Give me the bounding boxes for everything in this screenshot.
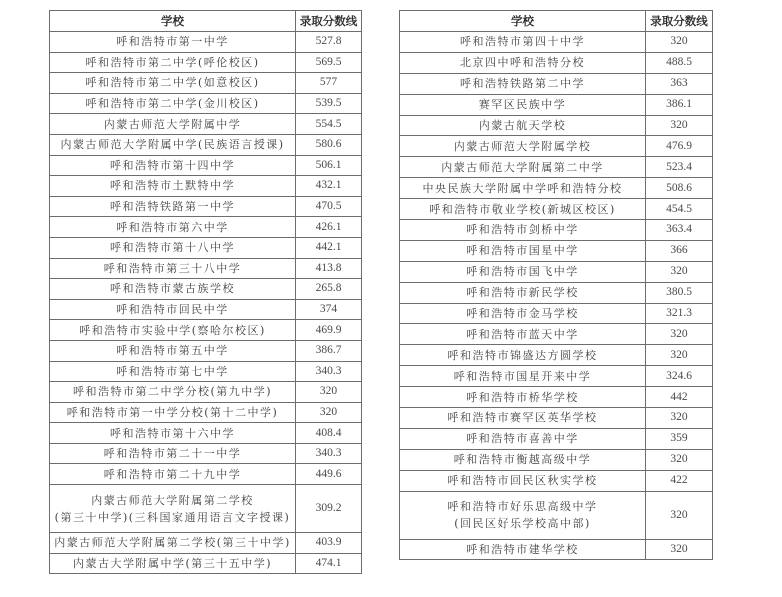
table-row [400,539,713,560]
score-cell: 488.5 [646,52,713,73]
school-name-cell [50,155,296,176]
school-name: 呼和浩特市第十四中学 [110,158,235,172]
table-header-row [400,11,713,32]
table-row [400,115,713,136]
school-name-cell [50,464,296,485]
table-row [400,136,713,157]
score-cell: 386.1 [646,94,713,115]
school-name: 北京四中呼和浩特分校 [460,56,585,70]
score-cell: 321.3 [646,303,713,324]
school-name-cell [50,402,296,423]
table-row [400,387,713,408]
school-name-cell [400,220,646,241]
school-name: 呼和浩特市第四十中学 [460,35,585,49]
table-row [50,176,362,197]
score-cell: 403.9 [296,533,362,554]
table-row [400,261,713,282]
table-row [400,282,713,303]
school-name-cell [400,345,646,366]
table-row [50,114,362,135]
school-name: 呼和浩特市锦盛达方圆学校 [447,348,598,362]
score-cell: 470.5 [296,196,362,217]
school-name-cell [50,279,296,300]
table-row [400,240,713,261]
school-name: 呼和浩特市赛罕区英华学校 [447,411,598,425]
table-row [50,443,362,464]
school-name-cell [50,52,296,73]
school-name: 呼和浩特市新民学校 [466,286,579,300]
school-name-cell [400,324,646,345]
score-cell: 320 [646,115,713,136]
school-name: 呼和浩特市建华学校 [466,543,579,557]
school-name: 内蒙古大学附属中学(第三十五中学) [72,556,273,570]
school-name-cell [50,134,296,155]
table-row [50,155,362,176]
score-cell: 442.1 [296,237,362,258]
table-row [50,217,362,238]
school-name: 内蒙古航天学校 [478,119,567,132]
score-cell: 324.6 [646,366,713,387]
left-score-table [49,10,362,574]
school-name-cell [400,73,646,94]
table-row [50,237,362,258]
table-row [50,196,362,217]
school-name: 呼和浩特市第二中学(呼伦校区) [85,55,260,69]
school-name-cell [50,553,296,574]
school-name-cell [50,340,296,361]
school-name: 呼和浩特市第一中学 [116,35,229,49]
school-name: 呼和浩特市国星中学 [466,244,579,258]
school-name-cell [50,423,296,444]
score-cell: 366 [646,240,713,261]
table-row [50,533,362,554]
school-name-cell [50,299,296,320]
school-name-cell [50,32,296,53]
score-cell: 469.9 [296,320,362,341]
table-row [50,464,362,485]
school-name-cell [50,382,296,403]
school-name: 内蒙古师范大学附属中学(民族语言授课) [60,138,285,152]
table-row [400,178,713,199]
school-name: 呼和浩特铁路第一中学 [110,200,235,214]
table-row [400,52,713,73]
school-name: 呼和浩特市国星开来中学 [453,369,592,383]
header-score: 录取分数线 [296,11,362,32]
school-name: 内蒙古师范大学附属第二学校(第三十中学) [54,536,291,550]
score-cell: 580.6 [296,134,362,155]
score-cell: 569.5 [296,52,362,73]
score-cell: 476.9 [646,136,713,157]
school-name: 呼和浩特市好乐思高级中学 [447,500,598,514]
table-row [400,94,713,115]
school-name: 呼和浩特市剑桥中学 [466,223,579,237]
header-school: 学校 [400,11,646,32]
school-name-cell [50,258,296,279]
score-cell: 340.3 [296,361,362,382]
school-name: 呼和浩特市第六中学 [116,220,229,234]
school-name: 呼和浩特铁路第二中学 [460,77,585,91]
table-row [400,303,713,324]
score-cell: 454.5 [646,199,713,220]
table-row [50,340,362,361]
score-cell: 340.3 [296,443,362,464]
school-name-cell [50,320,296,341]
score-cell: 527.8 [296,32,362,53]
school-name: 呼和浩特市喜善中学 [466,432,579,446]
score-cell: 363 [646,73,713,94]
score-cell: 506.1 [296,155,362,176]
school-name-cell [400,470,646,491]
school-name: 呼和浩特市第二中学(如意校区) [85,76,260,90]
school-name: 呼和浩特市第十八中学 [110,241,235,255]
school-name: 内蒙古师范大学附属第二学校 [91,493,254,507]
table-row [50,73,362,94]
table-row [400,491,713,539]
school-name: 呼和浩特市实验中学(察哈尔校区) [79,323,266,337]
score-cell: 449.6 [296,464,362,485]
school-name-cell [400,94,646,115]
school-name-cell [50,93,296,114]
school-name: 内蒙古师范大学附属学校 [453,139,592,153]
table-row [50,279,362,300]
school-name: 呼和浩特市第二中学(金川校区) [85,97,260,111]
school-name-line2: (回民区好乐学校高中部) [454,517,591,531]
score-cell: 474.1 [296,553,362,574]
school-name-cell [50,196,296,217]
school-name-line2: (第三十中学)(三科国家通用语言文字授课) [54,510,291,524]
score-cell: 309.2 [296,485,362,533]
right-table-body [400,32,713,560]
table-row [400,449,713,470]
score-cell: 359 [646,428,713,449]
table-row [50,299,362,320]
school-name-cell [400,178,646,199]
school-name: 呼和浩特市第二中学分校(第九中学) [72,385,273,399]
table-row [400,324,713,345]
table-header-row [50,11,362,32]
score-cell: 320 [296,382,362,403]
table-row [400,408,713,429]
score-cell: 413.8 [296,258,362,279]
score-cell: 320 [646,408,713,429]
table-row [50,382,362,403]
right-score-table [399,10,713,560]
school-name-cell [400,157,646,178]
school-name-cell [50,73,296,94]
score-cell: 320 [646,32,713,53]
score-cell: 320 [646,345,713,366]
table-row [50,52,362,73]
score-cell: 523.4 [646,157,713,178]
table-row [400,345,713,366]
table-row [50,553,362,574]
school-name: 呼和浩特市第二十一中学 [103,447,242,461]
table-row [400,199,713,220]
header-school: 学校 [50,11,296,32]
score-cell: 320 [646,449,713,470]
table-row [50,258,362,279]
school-name: 呼和浩特市回民区秋实学校 [447,474,598,488]
score-cell: 374 [296,299,362,320]
score-cell: 422 [646,470,713,491]
school-name-cell [400,449,646,470]
school-name-cell [400,303,646,324]
table-row [50,402,362,423]
school-name-cell [50,114,296,135]
score-cell: 508.6 [646,178,713,199]
school-name-cell [400,136,646,157]
score-cell: 380.5 [646,282,713,303]
school-name: 内蒙古师范大学附属第二中学 [441,160,604,174]
table-row [400,366,713,387]
table-row [50,361,362,382]
school-name: 呼和浩特市第十六中学 [110,426,235,440]
school-name: 内蒙古师范大学附属中学 [103,117,242,131]
score-cell: 363.4 [646,220,713,241]
score-cell: 554.5 [296,114,362,135]
left-table-body [50,32,362,574]
score-cell: 386.7 [296,340,362,361]
school-name: 呼和浩特市第五中学 [116,344,229,358]
score-cell: 442 [646,387,713,408]
school-name: 呼和浩特市国飞中学 [466,265,579,279]
table-row [50,423,362,444]
school-name: 中央民族大学附属中学呼和浩特分校 [422,181,623,195]
score-cell: 320 [646,539,713,560]
school-name-cell [400,539,646,560]
score-cell: 408.4 [296,423,362,444]
school-name: 呼和浩特市金马学校 [466,307,579,321]
school-name: 呼和浩特市蒙古族学校 [110,282,235,296]
school-name: 呼和浩特市回民中学 [116,303,229,317]
table-row [400,428,713,449]
header-score: 录取分数线 [646,11,713,32]
school-name: 呼和浩特市第七中学 [116,364,229,378]
school-name-cell [400,240,646,261]
school-name-cell [400,261,646,282]
score-cell: 320 [646,491,713,539]
school-name-cell [50,485,296,533]
score-cell: 320 [646,324,713,345]
school-name-cell [50,176,296,197]
score-cell: 577 [296,73,362,94]
school-name: 赛罕区民族中学 [478,98,567,112]
school-name: 呼和浩特市敬业学校(新城区校区) [429,202,616,216]
table-row [400,470,713,491]
table-row [400,157,713,178]
score-cell: 320 [646,261,713,282]
school-name-cell [400,32,646,53]
table-row [50,93,362,114]
score-cell: 426.1 [296,217,362,238]
school-name: 呼和浩特市蓝天中学 [466,327,579,341]
score-cell: 539.5 [296,93,362,114]
school-name-cell [50,533,296,554]
school-name: 呼和浩特市第二十九中学 [103,467,242,481]
school-name-cell [400,408,646,429]
score-cell: 265.8 [296,279,362,300]
school-name-cell [400,199,646,220]
table-row [50,134,362,155]
school-name: 呼和浩特市衡越高级中学 [453,453,592,467]
school-name-cell [400,115,646,136]
table-row [400,32,713,53]
school-name-cell [50,237,296,258]
school-name-cell [50,361,296,382]
table-row [50,485,362,533]
school-name-cell [400,282,646,303]
school-name-cell [50,217,296,238]
school-name-cell [400,52,646,73]
score-cell: 320 [296,402,362,423]
table-row [400,73,713,94]
school-name: 呼和浩特市第一中学分校(第十二中学) [66,405,279,419]
school-name-cell [400,366,646,387]
table-row [400,220,713,241]
table-row [50,320,362,341]
score-cell: 432.1 [296,176,362,197]
school-name-cell [400,387,646,408]
school-name-cell [400,491,646,539]
school-name: 呼和浩特市第三十八中学 [103,261,242,275]
school-name: 呼和浩特市桥华学校 [466,390,579,404]
school-name-cell [50,443,296,464]
school-name: 呼和浩特市土默特中学 [110,179,235,193]
table-row [50,32,362,53]
school-name-cell [400,428,646,449]
